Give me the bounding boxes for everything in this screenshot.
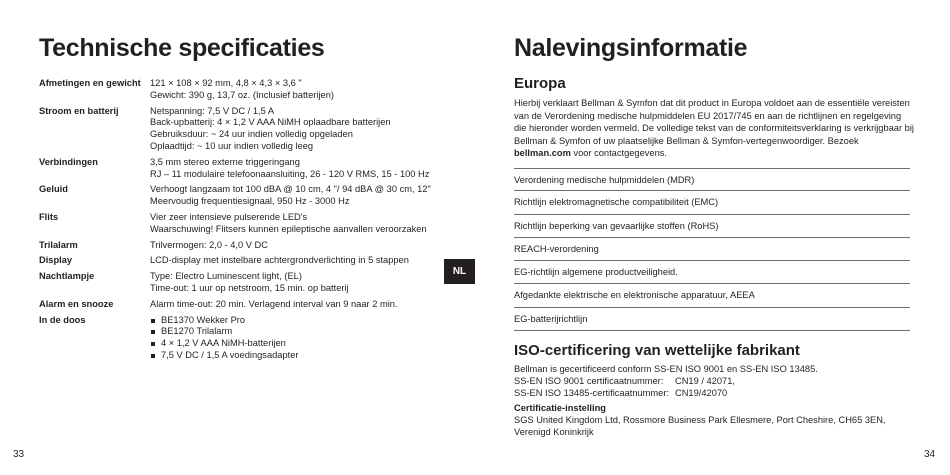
spec-value bbox=[150, 299, 459, 311]
spec-line: Verhoogt langzaam tot 100 dBA @ 10 cm, 4 "/ 94 dBA @ 30 cm, 12" bbox=[150, 184, 431, 195]
spec-row-box-contents bbox=[39, 315, 459, 362]
spec-label: Stroom en batterij bbox=[39, 105, 119, 116]
list-item: EG-richtlijn algemene productveiligheid. bbox=[514, 261, 910, 284]
spec-label: Geluid bbox=[39, 184, 68, 195]
spec-row bbox=[39, 240, 459, 252]
website-link[interactable]: bellman.com bbox=[514, 148, 571, 159]
page-title-compliance: Nalevingsinformatie bbox=[514, 34, 748, 62]
spec-line: 3,5 mm stereo externe triggeringang bbox=[150, 156, 300, 167]
list-item: 7,5 V DC / 1,5 A voedingsadapter bbox=[150, 350, 459, 362]
iso-statement: Bellman is gecertificeerd conform SS-EN ISO 9001 en SS-EN ISO 13485. bbox=[514, 364, 818, 374]
right-page bbox=[475, 0, 950, 475]
list-item: Afgedankte elektrische en elektronische apparatuur, AEEA bbox=[514, 284, 910, 307]
spec-line: Alarm time-out: 20 min. Verlagend interval van 9 naar 2 min. bbox=[150, 298, 398, 309]
spec-label: Flits bbox=[39, 211, 59, 222]
list-item: 4 × 1,2 V AAA NiMH-batterijen bbox=[150, 338, 459, 350]
spec-line: RJ – 11 modulaire telefoonaansluiting, 26 - 120 V RMS, 15 - 100 Hz bbox=[150, 168, 430, 179]
section-heading-iso: ISO-certificering van wettelijke fabrikant bbox=[514, 342, 800, 359]
list-item: Verordening medische hulpmiddelen (MDR) bbox=[514, 168, 910, 191]
list-item: EG-batterijrichtlijn bbox=[514, 308, 910, 331]
spec-line: Back-upbatterij: 4 × 1,2 V AAA NiMH oplaadbare batterijen bbox=[150, 117, 391, 128]
spec-line: 121 × 108 × 92 mm, 4,8 × 4,3 × 3,6 " bbox=[150, 78, 302, 88]
spec-label: Nachtlampje bbox=[39, 271, 95, 282]
cert-row bbox=[514, 388, 914, 400]
box-contents-list bbox=[150, 315, 459, 362]
list-item: BE1370 Wekker Pro bbox=[150, 315, 459, 327]
spec-line: Gebruiksduur: ~ 24 uur indien volledig opgeladen bbox=[150, 129, 353, 140]
spec-label: Trilalarm bbox=[39, 239, 78, 250]
cert-label: SS-EN ISO 9001 certificaatnummer: bbox=[514, 375, 664, 386]
europa-intro bbox=[514, 97, 914, 160]
page-number: 34 bbox=[924, 449, 936, 460]
spec-row bbox=[39, 299, 459, 311]
institution-label: Certificatie-instelling bbox=[514, 403, 606, 414]
spec-row bbox=[39, 106, 459, 153]
spec-value bbox=[150, 315, 459, 362]
section-heading-europa: Europa bbox=[514, 75, 566, 92]
spec-value bbox=[150, 106, 459, 153]
intro-tail: voor contactgegevens. bbox=[570, 148, 667, 159]
spec-row bbox=[39, 255, 459, 267]
spec-row bbox=[39, 184, 459, 208]
spec-line: Vier zeer intensieve pulserende LED's bbox=[150, 211, 308, 222]
spec-line: Gewicht: 390 g, 13,7 oz. (Inclusief batterijen) bbox=[150, 89, 334, 100]
spec-row bbox=[39, 212, 459, 236]
spec-row bbox=[39, 271, 459, 295]
language-tab[interactable]: NL bbox=[444, 259, 475, 284]
iso-body bbox=[514, 364, 914, 439]
cert-label: SS-EN ISO 13485-certificaatnummer: bbox=[514, 387, 670, 398]
spec-value bbox=[150, 78, 459, 102]
spec-value bbox=[150, 271, 459, 295]
spec-table bbox=[39, 78, 459, 366]
spec-value bbox=[150, 212, 459, 236]
regulation-list bbox=[514, 168, 910, 331]
spec-label: Display bbox=[39, 255, 73, 266]
intro-text: Hierbij verklaart Bellman & Symfon dat dit product in Europa voldoet aan de essentiële vereisten van de Verordening medische hulpmiddelen EU 2017/745 en aan de richtlijnen en regelgeving die hieronder worden vermeld. De volledige tekst van de conformiteitsverklaring is verkrijgbaar bij Bellman & Symfon of uw plaatselijke Bellman & Symfon-vertegenwoordiger. Bezoek bbox=[514, 98, 914, 146]
page-number: 33 bbox=[13, 449, 25, 460]
list-item: REACH-verordening bbox=[514, 238, 910, 261]
spec-row bbox=[39, 157, 459, 181]
spec-line: LCD-display met instelbare achtergrondverlichting in 5 stappen bbox=[150, 255, 409, 266]
spec-line: Netspanning: 7,5 V DC / 1,5 A bbox=[150, 105, 275, 116]
spec-line: Oplaadtijd: ~ 10 uur indien volledig leeg bbox=[150, 140, 314, 151]
spec-value bbox=[150, 255, 459, 267]
institution-country: Verenigd Koninkrijk bbox=[514, 426, 594, 437]
spec-line: Waarschuwing! Flitsers kunnen epileptische aanvallen veroorzaken bbox=[150, 223, 427, 234]
cert-value: CN19 / 42071, bbox=[675, 375, 735, 386]
spec-label: Alarm en snooze bbox=[39, 298, 114, 309]
spec-label: Afmetingen en gewicht bbox=[39, 78, 141, 88]
spec-line: Trilvermogen: 2,0 - 4,0 V DC bbox=[150, 239, 268, 250]
page-title-specs: Technische specificaties bbox=[39, 34, 325, 62]
list-item: BE1270 Trilalarm bbox=[150, 326, 459, 338]
spec-value bbox=[150, 184, 459, 208]
cert-value: CN19/42070 bbox=[675, 387, 728, 398]
spec-row bbox=[39, 78, 459, 102]
spec-line: Type: Electro Luminescent light, (EL) bbox=[150, 271, 302, 282]
cert-row bbox=[514, 376, 914, 388]
list-item: Richtlijn beperking van gevaarlijke stoffen (RoHS) bbox=[514, 215, 910, 238]
spec-line: Time-out: 1 uur op netstroom, 15 min. op batterij bbox=[150, 282, 349, 293]
spec-label: In de doos bbox=[39, 314, 86, 325]
spec-label: Verbindingen bbox=[39, 156, 98, 167]
list-item: Richtlijn elektromagnetische compatibiliteit (EMC) bbox=[514, 191, 910, 214]
institution-address: SGS United Kingdom Ltd, Rossmore Business Park Ellesmere, Port Cheshire, CH65 3EN, bbox=[514, 415, 886, 426]
spec-line: Meervoudig frequentiesignaal, 950 Hz - 3000 Hz bbox=[150, 196, 350, 207]
spec-value bbox=[150, 240, 459, 252]
spec-value bbox=[150, 157, 459, 181]
